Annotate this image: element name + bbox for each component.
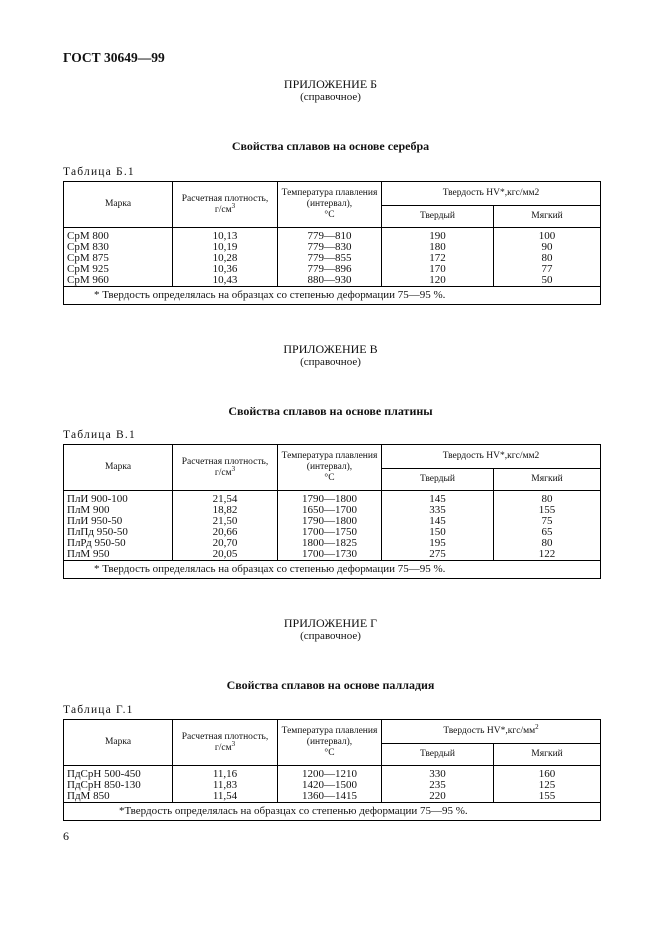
cell-mark: ПлМ 900 (64, 505, 173, 516)
appendix-title: ПРИЛОЖЕНИЕ В (283, 342, 378, 356)
col-header-mark: Марка (64, 445, 173, 491)
cell-mark: ПлИ 900-100 (64, 491, 173, 506)
table-footnote: * Твердость определялась на образцах со степенью деформации 75—95 %. (64, 287, 601, 305)
cell-melting-temp: 1650—1700 (278, 505, 382, 516)
density-label: Расчетная плотность, (181, 193, 269, 204)
section-title-platinum: Свойства сплавов на основе платины (228, 404, 433, 418)
cell-soft: 90 (494, 242, 601, 253)
appendix-b-heading (0, 78, 661, 104)
col-header-soft: Мягкий (494, 206, 601, 228)
table-row (64, 491, 601, 506)
col-header-soft: Мягкий (494, 744, 601, 766)
cell-hard: 330 (382, 766, 494, 781)
cell-soft: 80 (494, 491, 601, 506)
col-header-hard: Твердый (382, 469, 494, 491)
col-header-soft: Мягкий (494, 469, 601, 491)
unit-exponent: 3 (231, 201, 236, 210)
density-unit: г/см (214, 467, 232, 478)
cell-melting-temp: 1800—1825 (278, 538, 382, 549)
cell-soft: 50 (494, 275, 601, 287)
section-title-palladium: Свойства сплавов на основе палладия (226, 678, 435, 692)
col-header-hardness (382, 182, 601, 206)
cell-density: 18,82 (173, 505, 278, 516)
table-b1 (63, 181, 601, 305)
appendix-note: (справочное) (300, 356, 361, 368)
temp-label: Температура плавления (интервал), (281, 451, 378, 472)
cell-hard: 275 (382, 549, 494, 561)
cell-soft: 155 (494, 505, 601, 516)
cell-mark: СрМ 925 (64, 264, 173, 275)
cell-density: 11,54 (173, 791, 278, 803)
table-label-v1: Таблица В.1 (63, 429, 136, 441)
cell-melting-temp: 779—810 (278, 228, 382, 243)
cell-density: 10,36 (173, 264, 278, 275)
cell-soft: 155 (494, 791, 601, 803)
cell-melting-temp: 880—930 (278, 275, 382, 287)
cell-mark: ПлПд 950-50 (64, 527, 173, 538)
cell-density: 10,43 (173, 275, 278, 287)
table-footnote: * Твердость определялась на образцах со степенью деформации 75—95 %. (64, 561, 601, 579)
cell-density: 21,50 (173, 516, 278, 527)
cell-melting-temp: 1700—1730 (278, 549, 382, 561)
table-row (64, 791, 601, 803)
cell-mark: ПдМ 850 (64, 791, 173, 803)
table-v1 (63, 444, 601, 579)
cell-melting-temp: 1200—1210 (278, 766, 382, 781)
cell-hard: 335 (382, 505, 494, 516)
col-header-density (173, 182, 278, 228)
temp-unit: °С (324, 748, 335, 758)
cell-melting-temp: 1360—1415 (278, 791, 382, 803)
density-label: Расчетная плотность, (181, 731, 269, 742)
appendix-g-heading (0, 617, 661, 643)
temp-label: Температура плавления (интервал), (281, 726, 378, 747)
hardness-label: Твердость HV*,кгс/мм2 (442, 451, 540, 461)
unit-exponent: 2 (535, 722, 539, 731)
cell-hard: 150 (382, 527, 494, 538)
unit-exponent: 3 (231, 464, 236, 473)
section-title-silver: Свойства сплавов на основе серебра (231, 139, 430, 153)
table-label-b1: Таблица Б.1 (63, 166, 135, 178)
hardness-label: Твердость HV*,кгс/мм (443, 726, 536, 736)
cell-melting-temp: 1790—1800 (278, 516, 382, 527)
cell-density: 11,83 (173, 780, 278, 791)
col-header-melting-temp (278, 182, 382, 228)
cell-mark: СрМ 830 (64, 242, 173, 253)
cell-hard: 145 (382, 491, 494, 506)
cell-soft: 125 (494, 780, 601, 791)
table-row (64, 228, 601, 243)
col-header-hard: Твердый (382, 206, 494, 228)
cell-hard: 120 (382, 275, 494, 287)
table-row (64, 549, 601, 561)
appendix-note: (справочное) (300, 630, 361, 642)
cell-hard: 172 (382, 253, 494, 264)
temp-unit: °С (324, 210, 335, 220)
table-row (64, 766, 601, 781)
cell-mark: ПдСрН 850-130 (64, 780, 173, 791)
cell-mark: СрМ 875 (64, 253, 173, 264)
cell-density: 10,28 (173, 253, 278, 264)
page-number: 6 (63, 829, 69, 843)
cell-melting-temp: 1420—1500 (278, 780, 382, 791)
cell-hard: 145 (382, 516, 494, 527)
cell-density: 11,16 (173, 766, 278, 781)
cell-hard: 190 (382, 228, 494, 243)
col-header-mark: Марка (64, 182, 173, 228)
temp-unit: °С (324, 473, 335, 483)
cell-soft: 77 (494, 264, 601, 275)
cell-hard: 195 (382, 538, 494, 549)
unit-exponent: 3 (231, 739, 236, 748)
cell-density: 10,19 (173, 242, 278, 253)
cell-hard: 170 (382, 264, 494, 275)
cell-mark: ПлМ 950 (64, 549, 173, 561)
cell-melting-temp: 779—896 (278, 264, 382, 275)
cell-melting-temp: 1700—1750 (278, 527, 382, 538)
table-row (64, 275, 601, 287)
appendix-title: ПРИЛОЖЕНИЕ Б (283, 77, 378, 91)
cell-hard: 235 (382, 780, 494, 791)
table-label-g1: Таблица Г.1 (63, 704, 134, 716)
cell-mark: СрМ 960 (64, 275, 173, 287)
cell-mark: СрМ 800 (64, 228, 173, 243)
cell-density: 21,54 (173, 491, 278, 506)
cell-density: 20,66 (173, 527, 278, 538)
cell-soft: 80 (494, 253, 601, 264)
col-header-melting-temp (278, 720, 382, 766)
cell-mark: ПлРд 950-50 (64, 538, 173, 549)
cell-melting-temp: 779—855 (278, 253, 382, 264)
cell-soft: 100 (494, 228, 601, 243)
col-header-hardness (382, 720, 601, 744)
hardness-label: Твердость HV*,кгс/мм2 (442, 188, 540, 198)
cell-soft: 75 (494, 516, 601, 527)
cell-hard: 180 (382, 242, 494, 253)
cell-soft: 122 (494, 549, 601, 561)
col-header-melting-temp (278, 445, 382, 491)
col-header-density (173, 445, 278, 491)
table-g1 (63, 719, 601, 821)
cell-density: 20,05 (173, 549, 278, 561)
cell-density: 20,70 (173, 538, 278, 549)
density-unit: г/см (214, 742, 232, 753)
col-header-density (173, 720, 278, 766)
cell-soft: 80 (494, 538, 601, 549)
temp-label: Температура плавления (интервал), (281, 188, 378, 209)
document-standard-number: ГОСТ 30649—99 (63, 50, 165, 65)
appendix-title: ПРИЛОЖЕНИЕ Г (283, 616, 378, 630)
cell-melting-temp: 1790—1800 (278, 491, 382, 506)
density-label: Расчетная плотность, (181, 456, 269, 467)
col-header-hardness (382, 445, 601, 469)
col-header-mark: Марка (64, 720, 173, 766)
cell-mark: ПдСрН 500-450 (64, 766, 173, 781)
cell-melting-temp: 779—830 (278, 242, 382, 253)
appendix-v-heading (0, 343, 661, 369)
appendix-note: (справочное) (300, 91, 361, 103)
cell-hard: 220 (382, 791, 494, 803)
table-footnote: *Твердость определялась на образцах со степенью деформации 75—95 %. (64, 803, 601, 821)
density-unit: г/см (214, 204, 232, 215)
cell-mark: ПлИ 950-50 (64, 516, 173, 527)
col-header-hard: Твердый (382, 744, 494, 766)
cell-density: 10,13 (173, 228, 278, 243)
cell-soft: 160 (494, 766, 601, 781)
cell-soft: 65 (494, 527, 601, 538)
